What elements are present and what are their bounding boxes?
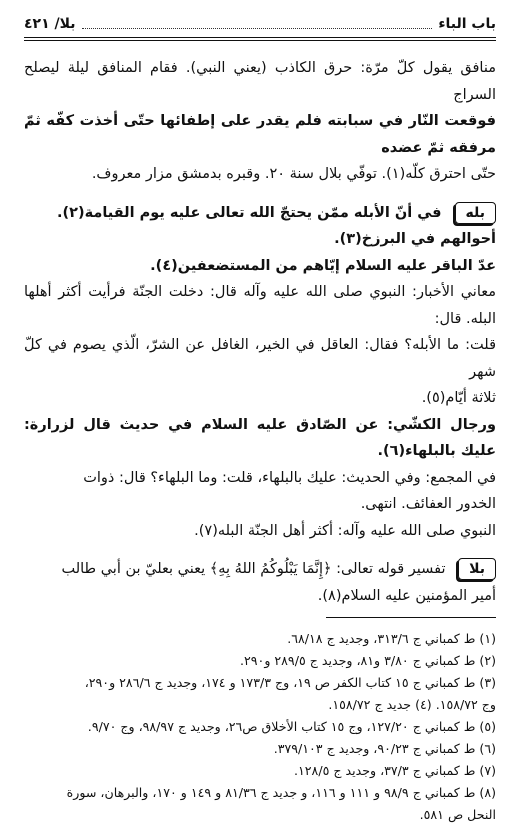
header-leader xyxy=(82,28,433,29)
text-line: الخدور العفائف. انتهى. xyxy=(360,496,496,512)
footnote: (٥) ط كمباني ج ١٢٧/٢٠، وج ١٥ كتاب الأخلاق ص٢٦، وجديد ج ٩٨/٩٧، وج ٩/٧٠. xyxy=(87,719,496,734)
footnote: النحل ص ٥٨١. xyxy=(419,807,496,822)
entry-bala xyxy=(24,556,496,609)
header-page-number: بلا/ ٤٢١ xyxy=(24,16,76,32)
text-line: في أنّ الأبله ممّن يحتجّ الله تعالى عليه يوم القيامة(٢). xyxy=(56,204,442,221)
text-line: تفسير قوله تعالى: ﴿إِنَّمَا يَبْلُوكُمُ اللهُ بِهِ﴾ يعني بعليّ بن أبي طالب xyxy=(61,561,446,577)
entry-heading-balah: بله xyxy=(455,202,496,224)
entry-balah xyxy=(24,200,496,545)
footnotes xyxy=(24,628,496,826)
footnote: (٣) ط كمباني ج ١٥ كتاب الكفر ص ١٩، وج ١٧٣/٣ و ١٧٤، وجديد ج ٢٨٦/٦ و٢٩٠، xyxy=(84,675,496,690)
footnote: (٧) ط كمباني ج ٣٧/٣، وجديد ج ١٢٨/٥. xyxy=(294,763,496,778)
text-line: فوقعت النّار في سبابته فلم يقدر على إطفائها حتّى أخذت كفّه ثمّ مرفقه ثمّ عضده xyxy=(24,113,496,156)
text-line: في المجمع: وفي الحديث: عليك بالبلهاء، قلت: وما البلهاء؟ قال: ذوات xyxy=(83,469,496,486)
footnote: (٢) ط كمباني ج ٣/٨٠ و٨١، وجديد ج ٢٨٩/٥ و٢٩٠. xyxy=(240,653,496,668)
text-line: أحوالهم في البرزخ(٣). xyxy=(334,231,496,247)
footnote: (١) ط كمباني ج ٣١٣/٦، وجديد ج ٦٨/١٨. xyxy=(287,631,496,646)
text-line: حتّى احترق كلّه(١). توفّي بلال سنة ٢٠. وقبره بدمشق مزار معروف. xyxy=(91,166,496,182)
text-line: ثلاثة أيّام(٥). xyxy=(421,390,496,406)
text-line: أمير المؤمنين عليه السلام(٨). xyxy=(317,587,496,604)
footnote: (٨) ط كمباني ج ٩٨/٩ و ١١١ و ١١٦، و جديد ج ٨١/٣٦ و ١٤٩ و ١٧٠، والبرهان، سورة xyxy=(66,785,496,800)
text-line: ورجال الكشّي: عن الصّادق عليه السلام في حديث قال لزرارة: عليك بالبلهاء(٦). xyxy=(24,416,496,459)
header-section: باب الباء xyxy=(438,16,496,32)
header-rule xyxy=(24,37,496,41)
text-line: معاني الأخبار: النبوي صلى الله عليه وآله قال: دخلت الجنّة فرأيت أكثر أهلها البله. قال: xyxy=(24,284,496,327)
page-header xyxy=(24,14,496,34)
text-line: النبوي صلى الله عليه وآله: أكثر أهل الجنّة البله(٧). xyxy=(194,522,496,539)
paragraph-bilal-end xyxy=(24,55,496,188)
text-line: عدّ الباقر عليه السلام إيّاهم من المستضعفين(٤). xyxy=(150,257,496,274)
footnote: (٦) ط كمباني ج ٩٠/٢٣، وجديد ج ٣٧٩/١٠٣. xyxy=(273,741,496,756)
footnote: وج ١٥٨/٧٢. (٤) جديد ج ١٥٨/٧٢. xyxy=(328,697,496,712)
footnote-separator xyxy=(326,617,496,618)
page xyxy=(24,14,496,826)
text-line: قلت: ما الأبله؟ فقال: العاقل في الخير، الغافل عن الشرّ، الّذي يصوم في كلّ شهر xyxy=(24,337,496,380)
entry-heading-bala: بلا xyxy=(458,558,496,580)
text-line: منافق يقول كلّ مرّة: حرق الكاذب (يعني النبي). فقام المنافق ليلة ليصلح السراج xyxy=(24,60,496,103)
